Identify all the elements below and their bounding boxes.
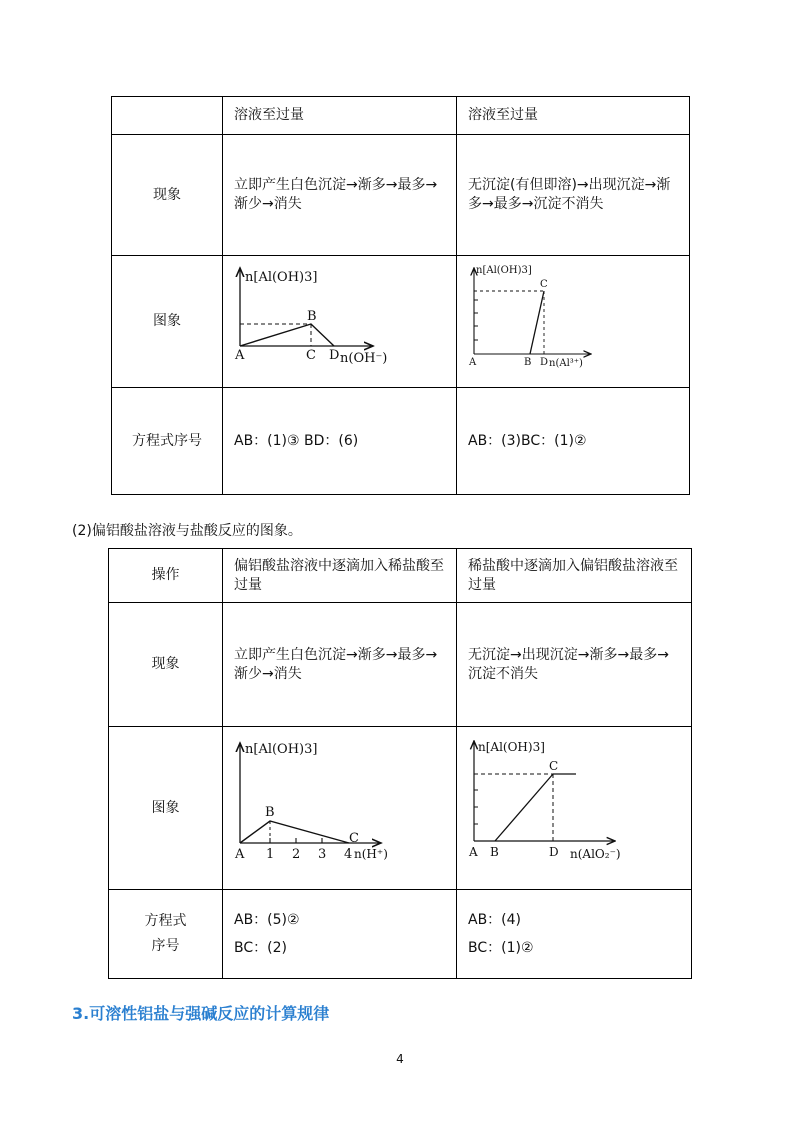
graph-t2-left (223, 727, 455, 883)
table-row (109, 890, 692, 979)
point-label: B (265, 805, 275, 820)
x-axis-label: n(Al³⁺) (549, 358, 583, 369)
y-axis-label: n[Al(OH)3] (245, 742, 318, 757)
y-axis-label: n[Al(OH)3] (476, 265, 532, 276)
table-row (112, 135, 690, 256)
phenomenon-cell: 立即产生白色沉淀→渐多→最多→ 渐少→消失 (223, 135, 457, 256)
point-label: D (329, 348, 340, 363)
graph-cell (457, 256, 690, 388)
graph-t2-right (457, 727, 690, 883)
phenomenon-cell: 无沉淀(有但即溶)→出现沉淀→渐 多→最多→沉淀不消失 (457, 135, 690, 256)
table-row (112, 388, 690, 495)
point-label: D (540, 357, 549, 368)
graph-cell (223, 256, 457, 388)
table-row (112, 97, 690, 135)
caption: (2)偏铝酸盐溶液与盐酸反应的图象。 (72, 523, 302, 539)
graph-t1-left (223, 256, 455, 381)
tick-label: 1 (266, 847, 275, 862)
row-label-phenomenon: 现象 (112, 135, 223, 256)
equation-cell: AB：(3)BC：(1)② (457, 388, 690, 495)
precipitate-curve (530, 291, 544, 354)
table-row (109, 549, 692, 603)
point-label: B (524, 357, 532, 368)
tick-label: 3 (318, 847, 327, 862)
point-label: D (549, 845, 559, 859)
y-axis-label: n[Al(OH)3] (245, 270, 318, 285)
operation-cell: 偏铝酸盐溶液中逐滴加入稀盐酸至 过量 (223, 549, 457, 603)
precipitate-curve (240, 821, 349, 843)
table-aluminum-salt-with-base (111, 96, 690, 495)
row-label-operation: 操作 (109, 549, 223, 603)
equation-cell: AB：(4) BC：(1)② (457, 890, 692, 979)
point-label: C (540, 279, 548, 290)
graph-cell (457, 727, 692, 890)
header-cell: 溶液至过量 (457, 97, 690, 135)
row-label-phenomenon: 现象 (109, 603, 223, 727)
row-label-equation: 方程式 序号 (109, 890, 223, 979)
equation-cell: AB：(5)② BC：(2) (223, 890, 457, 979)
equation-cell: AB：(1)③ BD：(6) (223, 388, 457, 495)
operation-cell: 稀盐酸中逐滴加入偏铝酸盐溶液至 过量 (457, 549, 692, 603)
tick-label: 2 (292, 847, 301, 862)
table-row (112, 256, 690, 388)
x-axis-label: n(H⁺) (354, 847, 388, 861)
row-label-graph: 图象 (109, 727, 223, 890)
precipitate-curve (240, 324, 334, 346)
point-label: A (235, 847, 245, 862)
y-axis-label: n[Al(OH)3] (478, 740, 545, 754)
x-axis-label: n(OH⁻) (340, 351, 388, 366)
point-label: A (469, 357, 477, 368)
tick-label: 4 (344, 847, 353, 862)
precipitate-curve (495, 774, 553, 841)
point-label: C (549, 759, 559, 773)
phenomenon-cell: 无沉淀→出现沉淀→渐多→最多→ 沉淀不消失 (457, 603, 692, 727)
graph-t1-right (457, 256, 688, 381)
point-label: A (469, 845, 478, 859)
table-aluminate-with-acid (108, 548, 692, 979)
point-label: C (349, 831, 359, 846)
phenomenon-cell: 立即产生白色沉淀→渐多→最多→ 渐少→消失 (223, 603, 457, 727)
section-title: 3.可溶性铝盐与强碱反应的计算规律 (72, 1004, 330, 1023)
x-axis-label: n(AlO₂⁻) (570, 847, 621, 861)
graph-cell (223, 727, 457, 890)
row-label-graph: 图象 (112, 256, 223, 388)
table-row (109, 603, 692, 727)
row-label-equation: 方程式序号 (112, 388, 223, 495)
page-number: 4 (396, 1052, 404, 1066)
header-cell: 溶液至过量 (223, 97, 457, 135)
point-label: A (235, 348, 245, 363)
point-label: B (490, 845, 499, 859)
point-label: C (306, 348, 316, 363)
header-cell-empty (112, 97, 223, 135)
table-row (109, 727, 692, 890)
point-label: B (307, 309, 317, 324)
